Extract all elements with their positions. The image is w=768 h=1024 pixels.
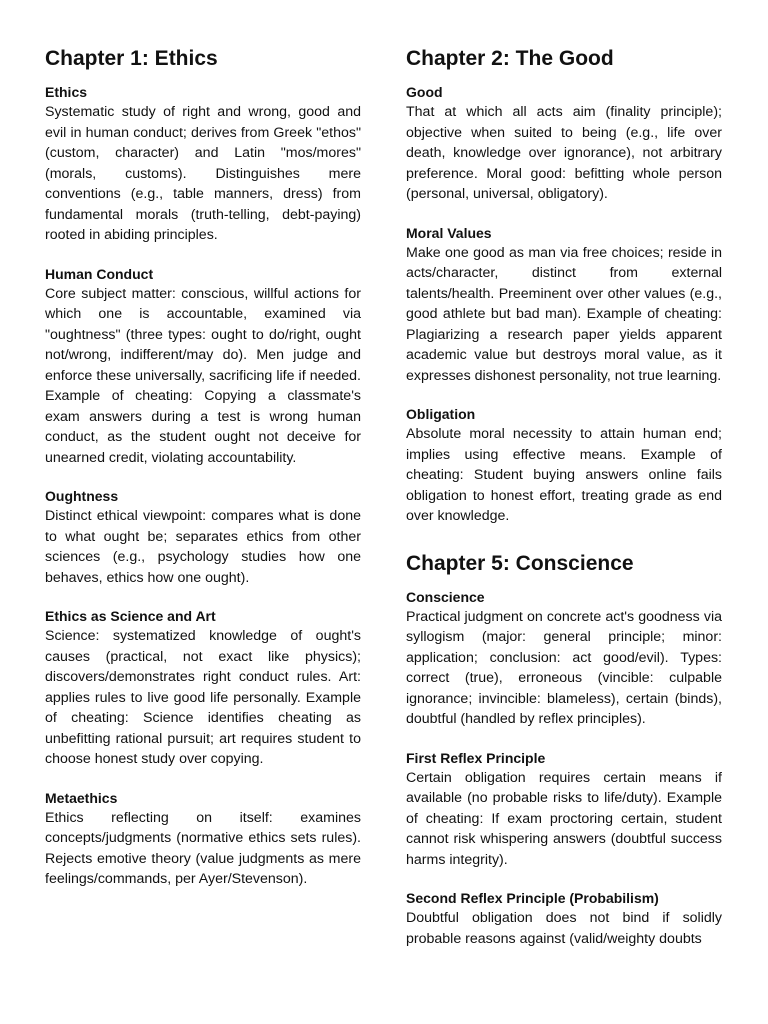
section-body: Science: systematized knowledge of ought's causes (practical, not exact like physics); discovers/demonstrates right conduct rules. Art: applies rules to live good life personally. Example of cheating: Science identifies cheating as unbefitting rational pursuit; art requires student to choose honest study over copying. [45,628,361,767]
section-body: Core subject matter: conscious, willful actions for which one is accountable, examined via "oughtness" (three types: ought to do/right, ought not/wrong, indifferent/may do). Men judge and enforce these universally, sacrificing life if needed. Example of cheating: Copying a classmate's exam answers during a test is wrong human conduct, as the student ought not deceive for unearned credit, violating accountability. [45,285,361,466]
left-column [45,44,361,908]
section-moral-values [406,223,722,387]
section-body: Make one good as man via free choices; reside in acts/character, distinct from external talents/health. Preeminent over other values (e.g., good athlete but bad man). Example of cheating: Plagiarizing a research paper yields apparent academic value but destroys moral value, as it expresses dishonest personality, not true learning. [406,244,722,384]
section-human-conduct [45,264,361,469]
section-heading: Human Conduct [45,265,154,282]
section-heading: First Reflex Principle [406,749,546,766]
section-heading: Ethics as Science and Art [45,608,216,624]
section-heading: Moral Values [406,224,492,241]
section-body: Distinct ethical viewpoint: compares what is done to what ought be; separates ethics from other sciences (e.g., psychology studies how one behaves, ethics how one ought). [45,508,361,586]
chapter-title: Chapter 1: Ethics [45,47,218,70]
section-body: Absolute moral necessity to attain human end; implies using effective means. Example of cheating: Student buying answers online fails obligation to honest effort, treating grade as end over knowledge. [406,426,722,524]
section-heading: Oughtness [45,488,119,504]
section-ethics-science-art [45,606,361,770]
section-heading: Conscience [406,588,485,605]
section-heading: Metaethics [45,789,118,806]
section-heading: Good [406,84,443,100]
section-heading: Ethics [45,84,88,100]
section-metaethics [45,788,361,890]
section-body: That at which all acts aim (finality principle); objective when suited to being (e.g., life over death, knowledge over ignorance), not arbitrary preference. Moral good: befitting whole person (personal, universal, obligatory). [406,104,722,202]
section-oughtness [45,486,361,588]
chapter-title: Chapter 2: The Good [406,47,614,70]
section-ethics [45,82,361,246]
section-conscience [406,587,722,730]
section-obligation [406,404,722,527]
section-good [406,82,722,205]
section-first-reflex-principle [406,748,722,871]
section-body: Systematic study of right and wrong, good and evil in human conduct; derives from Greek "ethos" (custom, character) and Latin "mos/mores" (morals, customs). Distinguishes mere conventions (e.g., table manners, dress) from fundamental morals (truth-telling, debt-paying) rooted in abiding principles. [45,104,361,243]
section-body: Practical judgment on concrete act's goodness via syllogism (major: general principle; minor: application; conclusion: act good/evil). Types: correct (true), erroneous (vincible: culpable ignorance; invincible: blameless), certain (binds), doubtful (handled by reflex principles). [406,608,722,727]
section-body: Doubtful obligation does not bind if solidly probable reasons against (valid/weighty doubts [406,910,722,947]
section-body: Ethics reflecting on itself: examines concepts/judgments (normative ethics sets rules). Rejects emotive theory (value judgments as mere feelings/commands, per Ayer/Stevenson). [45,809,361,887]
section-body: Certain obligation requires certain means if available (no probable risks to life/duty). Example of cheating: If exam proctoring certain, student cannot risk whispering answers (doubtful success harms integrity). [406,769,722,868]
section-heading: Second Reflex Principle (Probabilism) [406,890,659,906]
section-heading: Obligation [406,406,476,422]
chapter-title: Chapter 5: Conscience [406,551,634,575]
right-column [406,44,722,967]
section-second-reflex-principle [406,888,722,949]
